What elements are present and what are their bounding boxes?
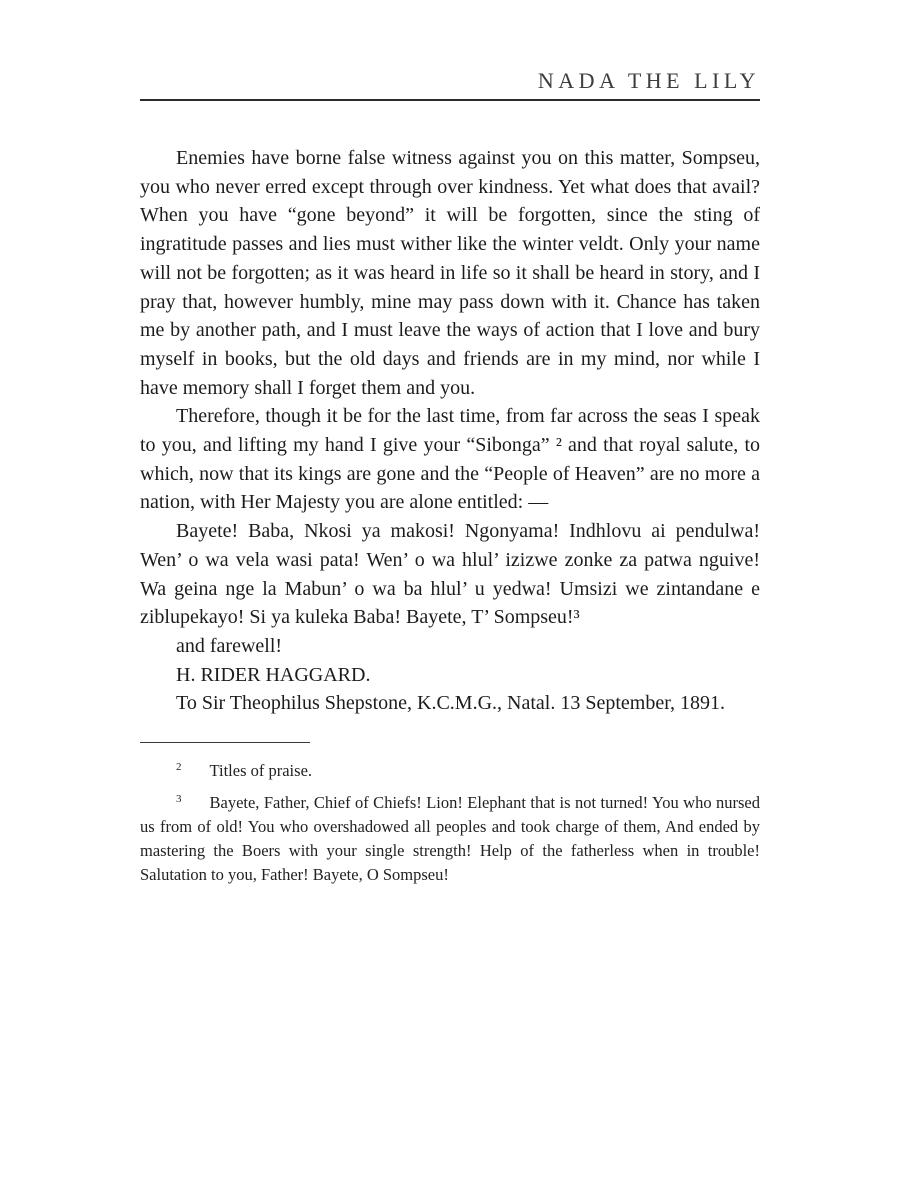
paragraph-farewell: and farewell!	[176, 634, 283, 657]
header-rule	[140, 99, 760, 101]
footnote-2-text: Titles of praise.	[209, 761, 313, 781]
page-content	[140, 0, 760, 895]
footnote-3-marker: 3	[176, 792, 182, 805]
paragraph-therefore: Therefore, though it be for the last time, from far across the seas I speak to you, and lifting my hand I give your “Sibonga” ² and that royal salute, to which, now that its kings are gone and the “People of Heaven” are no more a nation, with Her Majesty you are alone entitled: —	[140, 405, 760, 514]
body-text	[140, 144, 760, 718]
footnote-3-text: Bayete, Father, Chief of Chiefs! Lion! Elephant that is not turned! You who nursed us from of old! You who overshadowed all peoples and took charge of them, And ended by mastering the Boers with your single strength! Help of the fatherless when in trouble! Salutation to you, Father! Bayete, O Sompseu!	[140, 793, 760, 885]
page-header	[140, 0, 760, 101]
paragraph-bayete-salute: Bayete! Baba, Nkosi ya makosi! Ngonyama! Indhlovu ai pendulwa! Wen’ o wa vela wasi pata! Wen’ o wa hlul’ izizwe zonke za patwa nguive! Wa geina nge la Mabun’ o wa ba hlul’ u yedwa! Umsizi we zintandane e ziblupekayo! Si ya kuleka Baba! Bayete, T’ Sompseu!³	[140, 520, 760, 629]
footnote-3	[140, 791, 760, 887]
footnote-2-marker: 2	[176, 760, 182, 773]
running-title: NADA THE LILY	[537, 68, 760, 93]
paragraph-enemies: Enemies have borne false witness against you on this matter, Sompseu, you who never erred except through over kindness. Yet what does that avail? When you have “gone beyond” it will be forgotten, since the sting of ingratitude passes and lies must wither like the winter veldt. Only your name will not be forgotten; as it was heard in life so it shall be heard in story, and I pray that, however humbly, mine may pass down with it. Chance has taken me by another path, and I must leave the ways of action that I love and bury myself in books, but the old days and friends are in my mind, nor while I have memory shall I forget them and you.	[140, 147, 760, 399]
footnote-rule	[140, 742, 310, 743]
footnote-2	[140, 759, 760, 783]
footnotes-section	[140, 742, 760, 887]
paragraph-dedication: To Sir Theophilus Shepstone, K.C.M.G., Natal. 13 September, 1891.	[176, 692, 726, 715]
paragraph-author-signature: H. RIDER HAGGARD.	[176, 663, 371, 686]
